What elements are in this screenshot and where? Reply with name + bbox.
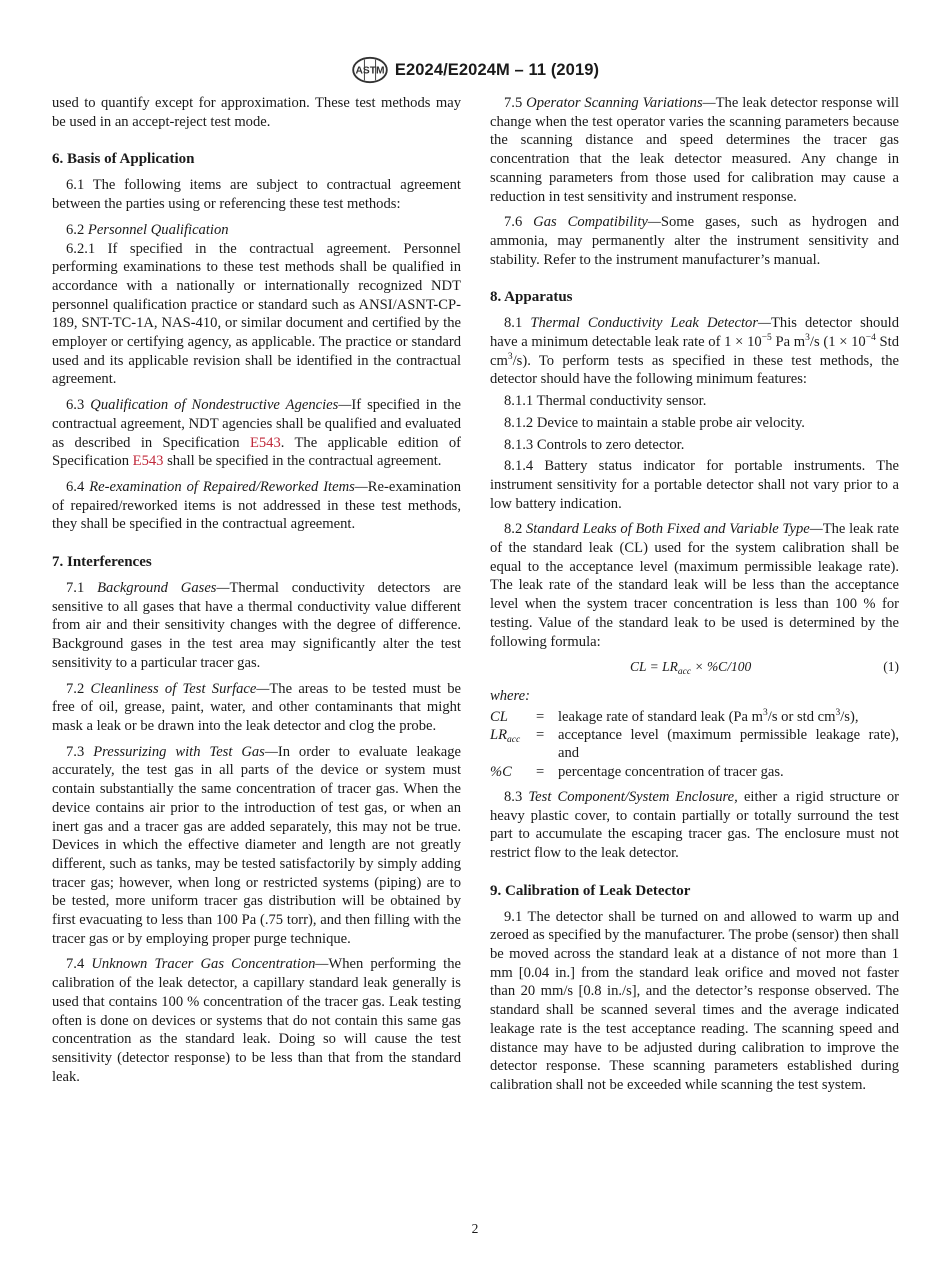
paragraph-7-4: 7.4 Unknown Tracer Gas Concentration—When performing the calibration of the leak detector, a capillary standard leak generally is used that contains 100 % concentration of the tracer gas. Leak testing often is done on devices or systems that do not contain this same gas concentration as the standard leak. Doing so will cause the test sensitivity (detector response) to be less than that from the standard leak. <box>52 956 461 1085</box>
section-9-heading: 9. Calibration of Leak Detector <box>490 882 691 899</box>
paragraph-7-1: 7.1 Background Gases—Thermal conductivity detectors are sensitive to all gases that have a thermal conductivity value different from air and their sensitivity changes with the degree of difference. Background gases in the test area may significantly alter the test sensitivity to a particular tracer gas. <box>52 580 461 671</box>
paragraph-8-1-4: 8.1.4 Battery status indicator for portable instruments. The instrument sensitivity for a portable detector shall not vary prior to a low battery indication. <box>490 458 899 512</box>
paragraph-8-2: 8.2 Standard Leaks of Both Fixed and Variable Type—The leak rate of the standard leak (CL) used for the system calibration shall be equal to the acceptance level (maximum permissible leakage rate). The leak rate of the standard leak will be less than the acceptance level when the system tracer concentration is less than 100 % for testing. Value of the standard leak to be used is determined by the following formula: <box>490 521 899 650</box>
right-column <box>490 94 899 1095</box>
paragraph-7-6: 7.6 Gas Compatibility—Some gases, such as hydrogen and ammonia, may permanently alter the instrument sensitivity and stability. Refer to the instrument manufacturer’s manual. <box>490 214 900 268</box>
paragraph-7-3: 7.3 Pressurizing with Test Gas—In order to evaluate leakage accurately, the test gas in all parts of the device or system must contain substantially the same concentration of tracer gas. When the device contains air prior to the introduction of test gas, or when an inert gas and a tracer gas are added separately, this may not be true. Devices in which the effective diameter and length are not greatly different, such as tanks, may be tested satisfactorily by simply adding tracer gas; however, when long or restricted systems (piping) are to be tested, more uniform tracer gas distribution will be obtained by first evacuating to less than 100 Pa (.75 torr), and then filling with the tracer gas or by employing proper purge technique. <box>52 743 461 947</box>
where-label: where: <box>490 688 530 705</box>
paragraph-9-1: 9.1 The detector shall be turned on and allowed to warm up and zeroed as specified by the manufacturer. The probe (sensor) then shall be moved across the standard leak at a distance of not more than 1 mm [0.04 in.] from the standard leak orifice and moved not faster than 20 mm/s [0.8 in./s], and the detector’s response observed. The standard shall be scanned several times and the average indicated leakage rate is the test acceptance reading. The scanning speed and distance may have to be adjusted during calibration to improve the detector response. These scanning parameters established during calibration shall not be exceeded while scanning the test system. <box>490 908 899 1093</box>
paragraph-8-1-3: 8.1.3 Controls to zero detector. <box>504 436 685 453</box>
paragraph-7-5: 7.5 Operator Scanning Variations—The leak detector response will change when the test operator varies the scanning parameters because the scanning distance and speed determines the tracer gas concentration that the leak detector measured. Any change in scanning parameters from those used for calibration may cause a reduction in test sensitivity and instrument response. <box>490 95 899 205</box>
section-8-heading: 8. Apparatus <box>490 289 573 306</box>
paragraph-8-3: 8.3 Test Component/System Enclosure, either a rigid structure or heavy plastic cover, to contain partially or totally surround the test part to accumulate the escaping tracer gas. The enclosure must not restrict flow to the leak detector. <box>490 788 899 861</box>
paragraph-6-2-1: 6.2.1 If specified in the contractual agreement. Personnel performing examinations to these test methods shall be qualified in accordance with a nationally or internationally recognized NDT personnel qualification practice or standard such as ANSI/ASNT-CP-189, SNT-TC-1A, NAS-410, or similar document and certified by the employer or certifying agency, as applicable. The practice or standard used and its applicable revision shall be identified in the contractual agreement. <box>52 240 461 388</box>
definition-row: $LR_{acc}$ = acceptance level (maximum permissible leakage rate), and <box>490 727 899 762</box>
paragraph-6-2: 6.2 Personnel Qualification <box>66 221 229 238</box>
section-7-heading: 7. Interferences <box>52 554 152 571</box>
equation-expression: CL = $LR_{acc} \times \%C/100$ <box>630 659 752 678</box>
paragraph-7-2: 7.2 Cleanliness of Test Surface—The areas to be tested must be free of oil, grease, paint, water, and other contaminants that might mask a leak or be drawn into the leak detector and clog the probe. <box>52 680 461 734</box>
paragraph-8-1-2: 8.1.2 Device to maintain a stable probe air velocity. <box>504 414 805 431</box>
variable-definitions <box>490 708 899 781</box>
paragraph-6-1: 6.1 The following items are subject to contractual agreement between the parties using or referencing these test methods: <box>52 177 461 213</box>
intro-paragraph: used to quantify except for approximation. These test methods may be used in an accept-reject test mode. <box>52 95 461 130</box>
equation-1 <box>490 656 899 678</box>
paragraph-6-4: 6.4 Re-examination of Repaired/Reworked Items—Re-examination of repaired/reworked items is not addressed in these test methods, they shall be specified in the contractual agreement. <box>52 478 462 533</box>
definition-row: CL = leakage rate of standard leak (Pa $m^3/s$ or std $cm^3/s$), <box>490 707 859 725</box>
paragraph-8-1-1: 8.1.1 Thermal conductivity sensor. <box>504 393 707 410</box>
paragraph-6-3: 6.3 Qualification of Nondestructive Agencies—If specified in the contractual agreement, NDT agencies shall be qualified and evaluated as described in Specification E543. The applicable edition of Specification E543 shall be specified in the contractual agreement. <box>52 397 461 470</box>
document-designation: E2024/E2024M – 11 (2019) <box>394 60 600 79</box>
left-column <box>52 94 461 1086</box>
section-6-heading: 6. Basis of Application <box>52 151 195 168</box>
equation-number: (1) <box>883 659 899 675</box>
page-number: 2 <box>471 1221 479 1236</box>
paragraph-8-1: 8.1 Thermal Conductivity Leak Detector—This detector should have a minimum detectable leak rate of $1 \times 10^{-5}$ Pa $m^3/s$ ($1 \times 10^{-4}$ Std $cm^3/s$). To perform tests as specified in these test methods, the detector should have the following minimum features: <box>490 315 900 388</box>
page-header <box>0 57 950 83</box>
definition-row: %C = percentage concentration of tracer gas. <box>490 763 784 780</box>
astm-logo-icon <box>351 56 389 84</box>
svg-text:ASTM: ASTM <box>355 65 385 77</box>
e543-link[interactable]: E543 <box>249 434 281 451</box>
e543-link-2[interactable]: E543 <box>132 453 164 470</box>
